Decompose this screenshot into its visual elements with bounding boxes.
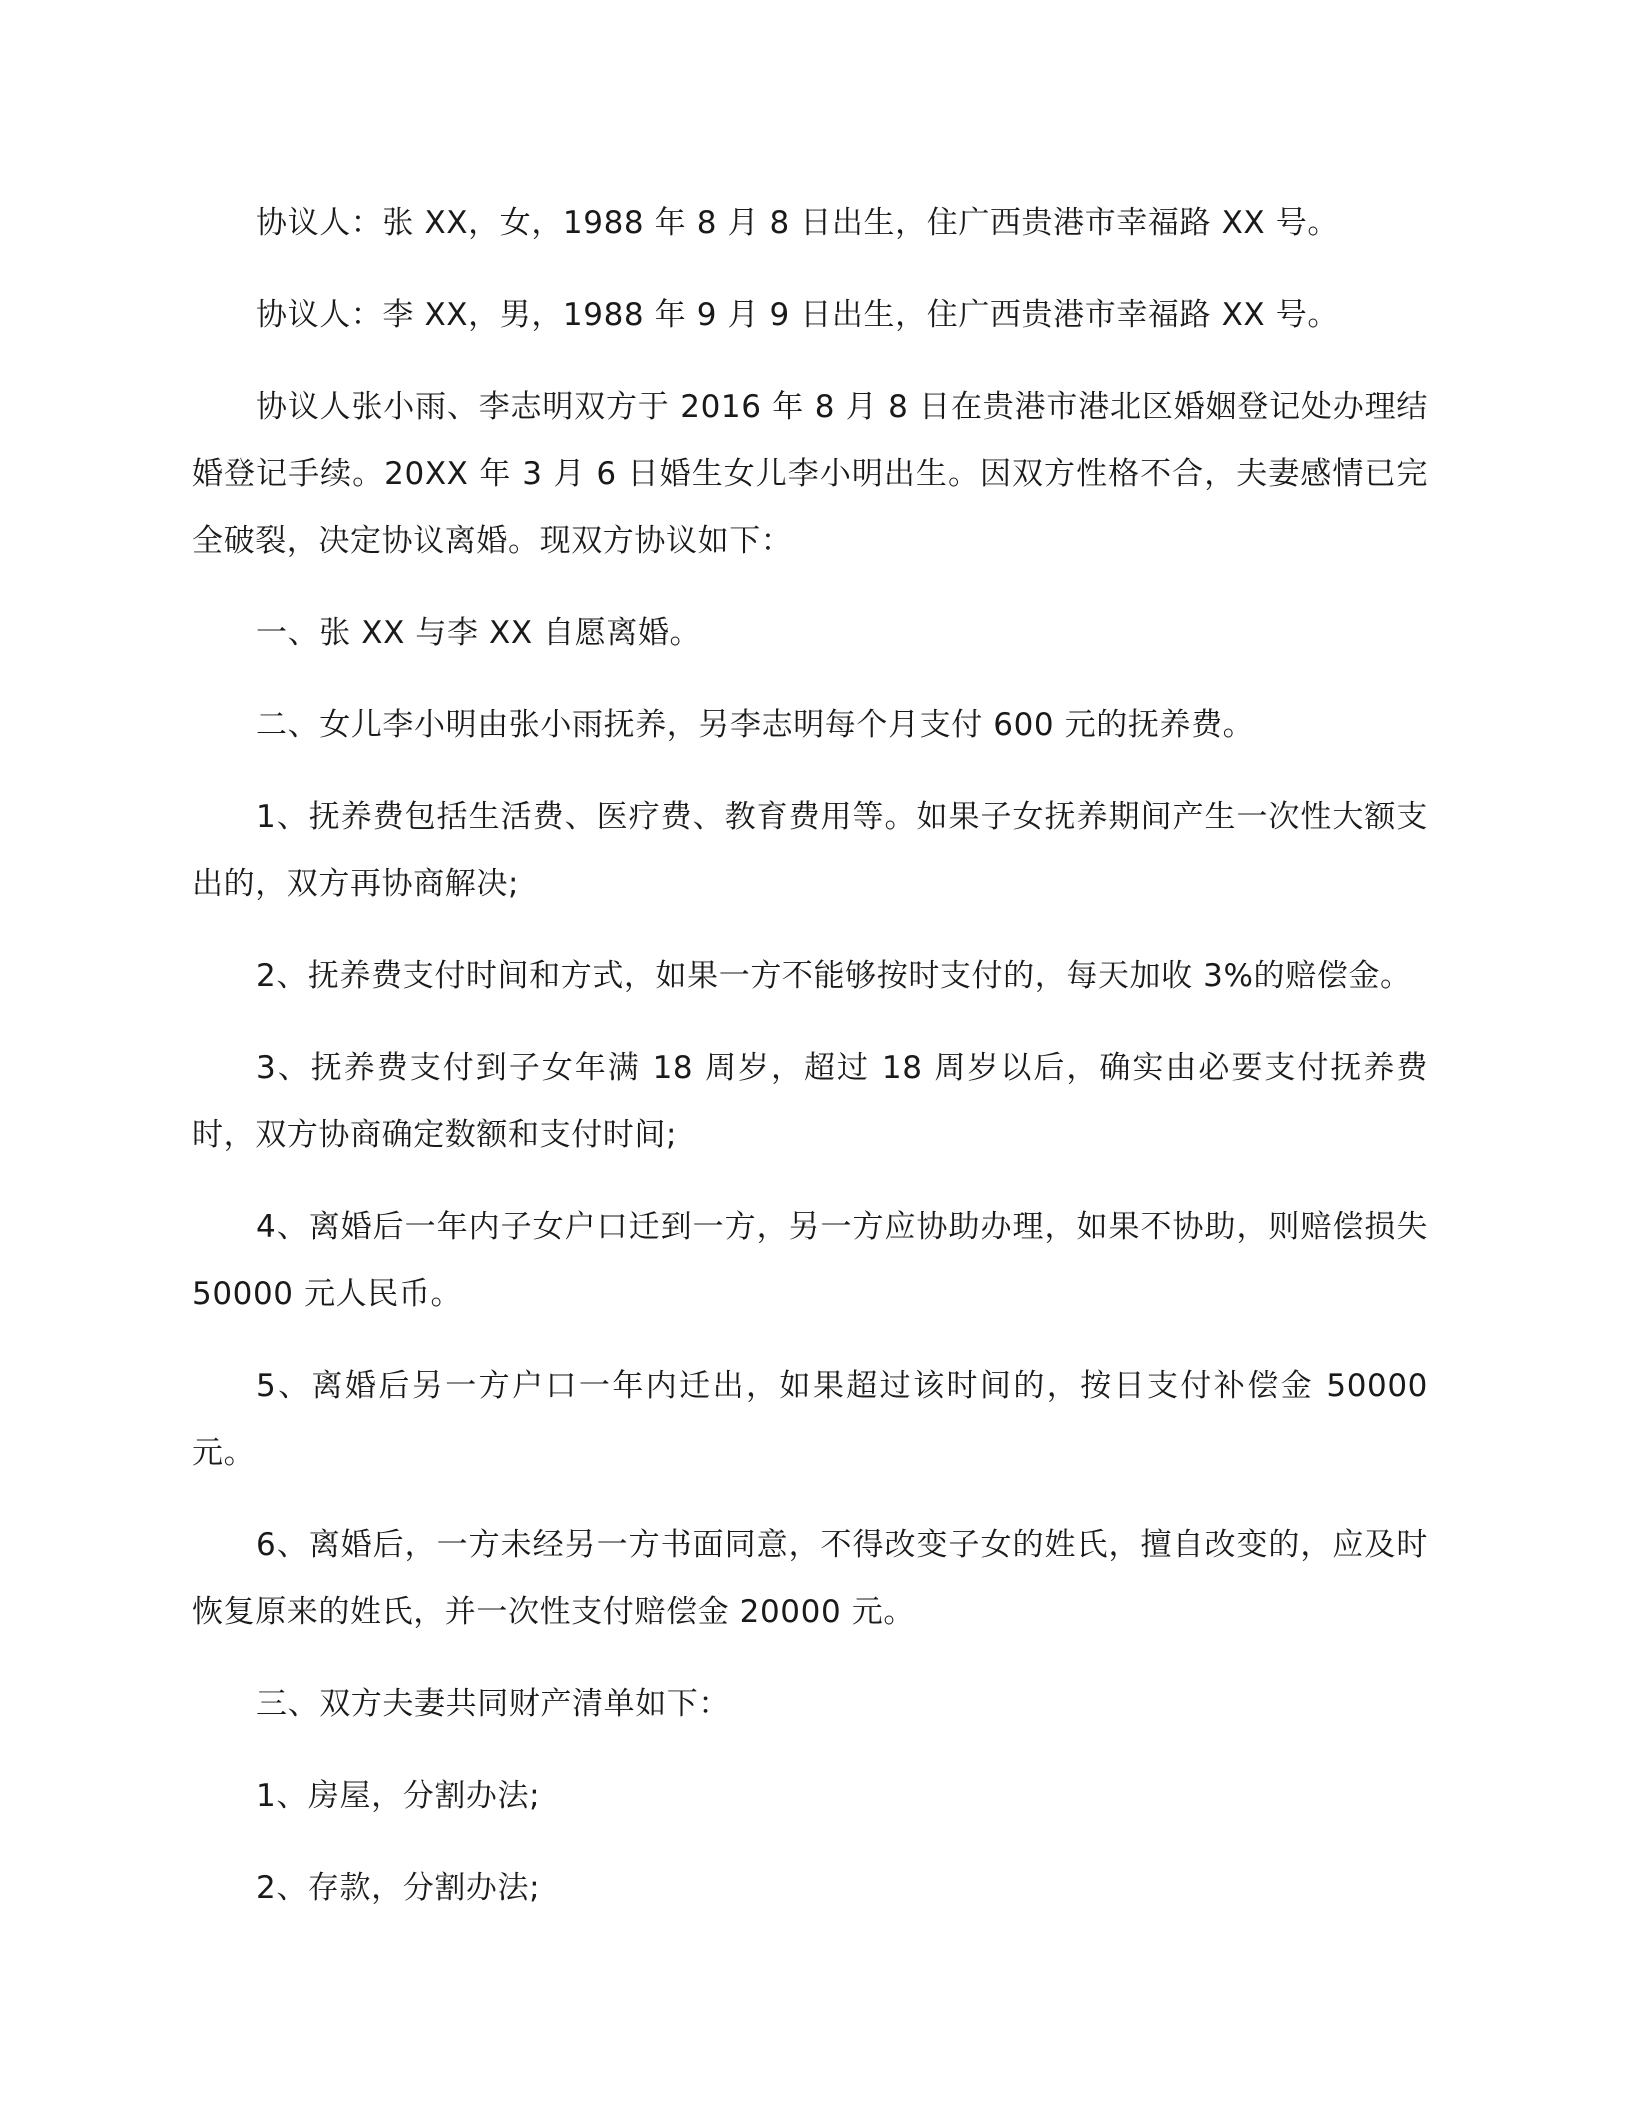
clause-2-item-4: 4、离婚后一年内子女户口迁到一方，另一方应协助办理，如果不协助，则赔偿损失50000 元人民币。 [192, 1209, 1428, 1312]
party-1-info: 协议人：张 XX，女，1988 年 8 月 8 日出生，住广西贵港市幸福路 XX 号。 [256, 205, 1339, 241]
document-body [192, 190, 1428, 1947]
clause-2-item-5: 5、离婚后另一方户口一年内迁出，如果超过该时间的，按日支付补偿金 50000 元。 [192, 1368, 1428, 1471]
clause-2-item-3: 3、抚养费支付到子女年满 18 周岁，超过 18 周岁以后，确实由必要支付抚养费时，双方协商确定数额和支付时间; [192, 1050, 1428, 1153]
clause-2-item-2: 2、抚养费支付时间和方式，如果一方不能够按时支付的，每天加收 3%的赔偿金。 [256, 958, 1412, 994]
party-2-info: 协议人：李 XX，男，1988 年 9 月 9 日出生，住广西贵港市幸福路 XX 号。 [256, 297, 1339, 333]
clause-3-item-2: 2、存款，分割办法; [256, 1870, 541, 1906]
clause-3-property: 三、双方夫妻共同财产清单如下： [256, 1686, 730, 1722]
clause-3-item-1: 1、房屋，分割办法; [256, 1778, 541, 1814]
clause-2-custody: 二、女儿李小明由张小雨抚养，另李志明每个月支付 600 元的抚养费。 [256, 707, 1255, 743]
agreement-preamble: 协议人张小雨、李志明双方于 2016 年 8 月 8 日在贵港市港北区婚姻登记处办理结婚登记手续。20XX 年 3 月 6 日婚生女儿李小明出生。因双方性格不合，夫妻感情已完全破裂，决定协议离婚。现双方协议如下： [192, 389, 1428, 559]
clause-1-divorce: 一、张 XX 与李 XX 自愿离婚。 [256, 615, 702, 651]
clause-2-item-1: 1、抚养费包括生活费、医疗费、教育费用等。如果子女抚养期间产生一次性大额支出的，双方再协商解决; [192, 799, 1428, 902]
clause-2-item-6: 6、离婚后，一方未经另一方书面同意，不得改变子女的姓氏，擅自改变的，应及时恢复原来的姓氏，并一次性支付赔偿金 20000 元。 [192, 1527, 1428, 1630]
